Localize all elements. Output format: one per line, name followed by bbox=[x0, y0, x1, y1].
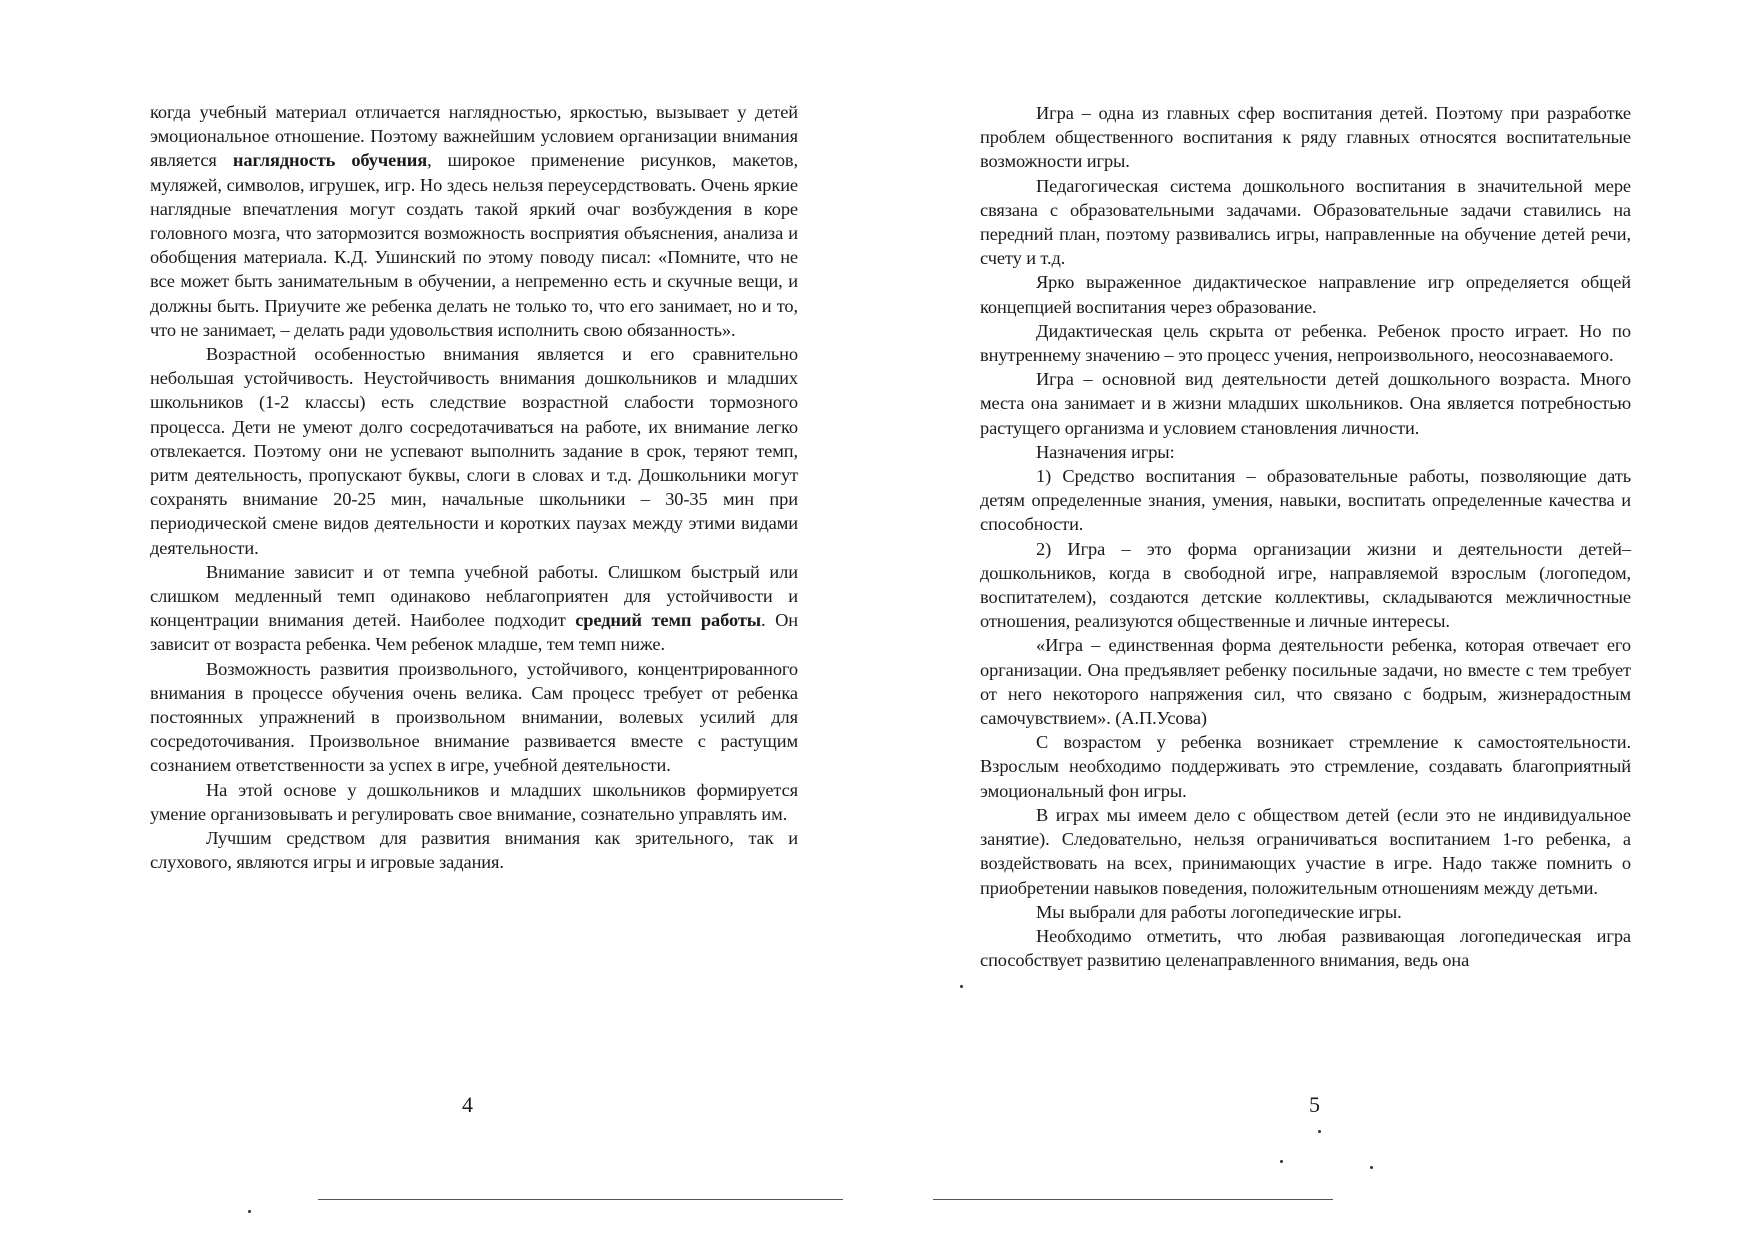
paragraph-text: 1) Средство воспитания – образовательные работы, позволяющие дать детям определенные знания, умения, навыки, воспитать определенные качества и способности. bbox=[980, 466, 1631, 535]
paragraph bbox=[980, 440, 1631, 464]
paragraph bbox=[980, 633, 1631, 730]
emphasis-text: средний темп работы bbox=[575, 610, 762, 631]
paragraph bbox=[980, 174, 1631, 271]
paragraph-text: Необходимо отметить, что любая развивающая логопедическая игра способствует развитию целенаправленного внимания, ведь она bbox=[980, 925, 1631, 971]
scan-speck bbox=[1280, 1160, 1283, 1163]
paragraph bbox=[980, 464, 1631, 537]
emphasis-text: наглядность обучения bbox=[232, 150, 428, 171]
paragraph bbox=[150, 657, 798, 778]
paragraph bbox=[980, 924, 1631, 972]
left-bottom-rule bbox=[318, 1199, 843, 1200]
paragraph bbox=[150, 100, 798, 342]
right-bottom-rule bbox=[933, 1199, 1333, 1200]
paragraph bbox=[150, 342, 798, 560]
paragraph bbox=[980, 319, 1631, 367]
paragraph-text: В играх мы имеем дело с обществом детей (если это не индивидуальное занятие). Следовательно, нельзя ограничиваться воспитанием 1-го ребенка, а воздействовать на всех, принимающих участие в игре. Надо также помнить о приобретении навыков поведения, положительным отношениям между детьми. bbox=[980, 804, 1631, 898]
paragraph bbox=[150, 560, 798, 657]
paragraph-text: Мы выбрали для работы логопедические игры. bbox=[1036, 901, 1402, 922]
paragraph bbox=[980, 101, 1631, 174]
paragraph-text: Ярко выраженное дидактическое направление игр определяется общей концепцией воспитания через образование. bbox=[980, 272, 1631, 317]
paragraph-text: Лучшим средством для развития внимания как зрительного, так и слухового, являются игры и игровые задания. bbox=[150, 828, 798, 873]
left-page-text bbox=[150, 100, 798, 875]
paragraph-text: Возрастной особенностью внимания является и его сравнительно небольшая устойчивость. Неустойчивость внимания дошкольников и младших школьников (1-2 классы) есть следствие возрастной слабости тормозного процесса. Дети не умеют долго сосредотачиваться на работе, их внимание легко отвлекается. Поэтому они не успевают выполнить задание в срок, теряют темп, ритм деятельность, пропускают буквы, слоги в словах и т.д. Дошкольники могут сохранять внимание 20-25 мин, начальные школьники – 30-35 мин при периодической смене видов деятельности и коротких паузах между этими видами деятельности. bbox=[150, 344, 798, 558]
scan-speck bbox=[960, 985, 963, 988]
paragraph bbox=[980, 900, 1631, 924]
paragraph bbox=[150, 778, 798, 826]
paragraph-text: «Игра – единственная форма деятельности ребенка, которая отвечает его организации. Она предъявляет ребенку посильные задачи, но вместе с тем требует от него некоторого напряжения сил, что связано с бодрым, жизнерадостным самочувствием». (А.П.Усова) bbox=[980, 635, 1631, 729]
paragraph-text: 2) Игра – это форма организации жизни и деятельности детей–дошкольников, когда в свободной игре, направляемой взрослым (логопедом, воспитателем), создаются детские коллективы, складываются межличностные отношения, реализуются общественные и личные интересы. bbox=[980, 538, 1631, 632]
right-page-number: 5 bbox=[1309, 1092, 1320, 1117]
paragraph-text: . Он зависит от возраста ребенка. Чем ребенок младше, тем темп ниже. bbox=[150, 610, 798, 655]
scan-speck bbox=[1370, 1166, 1373, 1169]
right-page bbox=[877, 0, 1754, 1241]
paragraph bbox=[980, 270, 1631, 318]
paragraph-text: Дидактическая цель скрыта от ребенка. Ребенок просто играет. Но по внутреннему значению – это процесс учения, непроизвольного, неосознаваемого. bbox=[980, 320, 1631, 366]
paragraph-text: , широкое применение рисунков, макетов, муляжей, символов, игрушек, игр. Но здесь нельзя переусердствовать. Очень яркие наглядные впечатления могут создать такой яркий очаг возбуждения в коре головного мозга, что затормозится возможность восприятия объяснения, анализа и обобщения материала. К.Д. Ушинский по этому поводу писал: «Помните, что не все может быть занимательным в обучении, а непременно есть и скучные вещи, и должны быть. Приучите же ребенка делать не только то, что его занимает, но и то, что не занимает, – делать ради удовольствия исполнить свою обязанность». bbox=[150, 150, 799, 340]
paragraph-text: На этой основе у дошкольников и младших школьников формируется умение организовывать и регулировать свое внимание, сознательно управлять им. bbox=[150, 779, 798, 824]
paragraph-text: Возможность развития произвольного, устойчивого, концентрированного внимания в процессе обучения очень велика. Сам процесс требует от ребенка постоянных упражнений в произвольном внимании, волевых усилий для сосредоточивания. Произвольное внимание развивается вместе с растущим сознанием ответственности за успех в игре, учебной деятельности. bbox=[150, 658, 798, 776]
scan-speck bbox=[1318, 1130, 1321, 1133]
paragraph bbox=[150, 826, 798, 874]
scan-speck bbox=[248, 1210, 251, 1213]
paragraph bbox=[980, 730, 1631, 803]
paragraph-text: Педагогическая система дошкольного воспитания в значительной мере связана с образовательными задачами. Образовательные задачи ставились на передний план, поэтому развивались игры, направленные на обучение детей речи, счету и т.д. bbox=[980, 175, 1631, 269]
right-page-text bbox=[980, 101, 1631, 972]
paragraph-text: Игра – основной вид деятельности детей дошкольного возраста. Много места она занимает и в жизни младших школьников. Она является потребностью растущего организма и условием становления личности. bbox=[980, 369, 1631, 438]
paragraph-text: Игра – одна из главных сфер воспитания детей. Поэтому при разработке проблем общественного воспитания к ряду главных относятся воспитательные возможности игры. bbox=[980, 103, 1631, 172]
paragraph-text: Внимание зависит и от темпа учебной работы. Слишком быстрый или слишком медленный темп одинаково неблагоприятен для устойчивости и концентрации внимания детей. Наиболее подходит bbox=[150, 561, 798, 631]
paragraph-text: Назначения игры: bbox=[1036, 441, 1175, 462]
paragraph-text: когда учебный материал отличается наглядностью, яркостью, вызывает у детей эмоциональное отношение. Поэтому важнейшим условием организации внимания является bbox=[150, 102, 798, 171]
paragraph-text: С возрастом у ребенка возникает стремление к самостоятельности. Взрослым необходимо поддерживать это стремление, создавать благоприятный эмоциональный фон игры. bbox=[980, 732, 1631, 801]
left-page-number: 4 bbox=[462, 1092, 473, 1117]
paragraph bbox=[980, 803, 1631, 900]
paragraph bbox=[980, 367, 1631, 440]
paragraph bbox=[980, 537, 1631, 634]
